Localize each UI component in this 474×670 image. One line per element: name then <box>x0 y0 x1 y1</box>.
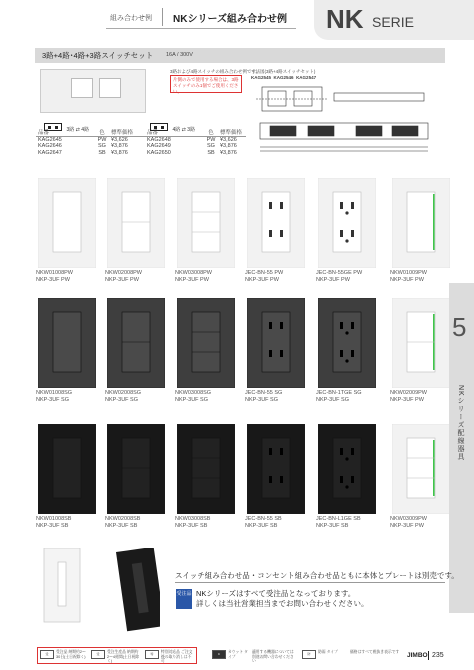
plate-code: NKP-3UF SG <box>105 397 139 403</box>
product-label <box>245 516 317 530</box>
plate-code: NKP-3UF PW <box>390 397 424 403</box>
product-item <box>175 424 235 529</box>
product-note: 3路および4路スイッチの組み合わせ例です。 <box>170 69 260 74</box>
plate-code: NKP-3UF PW <box>245 277 279 283</box>
plate-code: NKP-3UF SG <box>316 397 350 403</box>
table-header-row: 品番 色 標準価格 <box>38 130 134 136</box>
footer-item: カウット タイプ <box>228 650 248 659</box>
page-number: 235 <box>432 652 444 659</box>
product-label <box>36 270 108 284</box>
plate-image <box>38 178 96 268</box>
product-label <box>105 270 177 284</box>
switch-rocker-icon <box>99 78 121 98</box>
table-header-row: 品番 色 標準価格 <box>147 130 243 136</box>
table-row: KAG2645 PW ¥3,626 <box>38 136 128 143</box>
table-row: KAG2649 SG ¥3,876 <box>147 143 237 149</box>
price-table-left <box>38 130 141 156</box>
header-rule <box>106 28 296 29</box>
page-divider <box>428 651 429 660</box>
plate-code: NKP-3UF PW <box>316 277 350 283</box>
product-code: NKW02008SB <box>105 516 141 522</box>
header-divider <box>162 8 163 26</box>
plate-code: NKP-3UF SG <box>175 397 209 403</box>
product-code: NKW01008PW <box>36 270 73 276</box>
info-made-to-order: NKシリーズはすべて受注品となっております。 詳しくは当社営業担当までお問い合わせください。 <box>196 589 369 608</box>
footer-item: 受注生産品 納期約2〜4週間(土日祝除く) <box>107 650 140 663</box>
switch-rocker-icon <box>71 78 93 98</box>
product-label <box>36 516 108 530</box>
product-code: NKW02008SG <box>105 390 142 396</box>
brand-logo: JIMBO <box>407 652 428 659</box>
info-rule <box>175 582 445 583</box>
product-label <box>175 516 247 530</box>
product-item <box>36 178 96 283</box>
product-label <box>390 270 462 284</box>
product-label <box>105 390 177 404</box>
cut-type-icon: C <box>212 650 226 659</box>
info-separate-sale: スイッチ組み合わせ品・コンセント組み合わせ品ともに本体とプレートは別売です。 <box>175 571 459 580</box>
footer-item: 受注品 納期約2〜30日(土日祝除く) <box>56 650 86 659</box>
plate-image <box>392 178 450 268</box>
table-row: KAG2650 SB ¥3,876 <box>147 149 237 156</box>
dimension-drawing <box>256 85 431 155</box>
plate-code: NKP-3UF SG <box>245 397 279 403</box>
plate-code: NKP-3UF PW <box>390 277 424 283</box>
plate-image <box>247 298 305 388</box>
product-item <box>36 424 96 529</box>
plate-image <box>318 424 376 514</box>
product-code: JEC-BN-55 SG <box>245 390 283 396</box>
footer-item: 価格はすべて税抜き表示です <box>350 650 400 654</box>
plate-image <box>177 424 235 514</box>
plate-image <box>107 424 165 514</box>
plate-image <box>177 178 235 268</box>
footer-item: 防雨 タイプ <box>318 650 338 654</box>
plate-image <box>392 298 450 388</box>
plate-image <box>247 424 305 514</box>
product-label <box>316 390 388 404</box>
product-item <box>175 178 235 283</box>
product-item <box>245 298 305 403</box>
product-label <box>316 270 388 284</box>
footer-item: 特別対応品 ご注文後の取り消しは不可 <box>161 650 193 663</box>
product-code: JEC-BN-1TGE SG <box>316 390 362 396</box>
product-code: JEC-BN-L1GE SB <box>316 516 361 522</box>
price-table-right <box>147 130 250 156</box>
product-item <box>316 424 376 529</box>
rainproof-icon: 防 <box>302 650 316 659</box>
dimension-heading: 寸法図(3路+4路スイッチセット) KAG2545 KAG2546 KAG2547 <box>251 69 317 80</box>
product-label <box>36 390 108 404</box>
product-code: JEC-BN-55 PW <box>245 270 284 276</box>
plate-code: NKP-3UF SB <box>316 523 349 529</box>
chapter-number: 5 <box>452 312 467 342</box>
product-code: NKW03008PW <box>175 270 212 276</box>
product-item <box>175 298 235 403</box>
plate-image <box>318 298 376 388</box>
product-label <box>105 516 177 530</box>
product-code: NKW03008SB <box>175 516 211 522</box>
plate-image <box>38 424 96 514</box>
product-item <box>105 298 165 403</box>
plate-image <box>247 178 305 268</box>
header-category: 組み合わせ例 <box>110 15 152 22</box>
product-code: NKW01008SB <box>36 516 72 522</box>
plate-image <box>392 424 450 514</box>
product-code: JEC-BN-55 SB <box>245 516 282 522</box>
table-rule <box>36 136 246 137</box>
product-item <box>316 178 376 283</box>
series-logo-nk: NK <box>326 4 364 34</box>
product-block-spec: 16A / 300V <box>166 52 193 58</box>
plate-code: NKP-3UF SB <box>105 523 138 529</box>
product-label <box>175 390 247 404</box>
table-row: KAG2648 PW ¥3,626 <box>147 136 237 143</box>
plate-code: NKP-3UF PW <box>105 277 139 283</box>
pin-diagram-right: 4路 ⇄ 3路 <box>150 118 195 136</box>
page-title: NKシリーズ組み合わせ例 <box>173 14 287 25</box>
product-item <box>245 424 305 529</box>
plate-code: NKP-3UF PW <box>175 277 209 283</box>
product-item <box>105 424 165 529</box>
product-code: NKW02008PW <box>105 270 142 276</box>
product-code: NKW01009PW <box>390 270 427 276</box>
plate-image <box>107 178 165 268</box>
order-icon: 受 <box>91 650 105 659</box>
plate-samples <box>40 548 160 640</box>
plate-image <box>38 298 96 388</box>
footer-item: 適用する機器については 別途お問い合わせください <box>252 650 294 663</box>
made-to-order-badge: 受注品 <box>176 589 192 609</box>
product-code: NKW03009PW <box>390 516 427 522</box>
product-item <box>390 298 450 403</box>
chapter-title: NKシリーズ配線器具 <box>457 385 464 461</box>
plate-code: NKP-3UF SB <box>175 523 208 529</box>
plate-image <box>177 298 235 388</box>
product-label <box>316 516 388 530</box>
table-row: KAG2646 SG ¥3,876 <box>38 143 128 149</box>
product-code: NKW03008SG <box>175 390 212 396</box>
order-icon: 受 <box>40 650 54 659</box>
product-code: NKW01008SG <box>36 390 73 396</box>
product-item <box>245 178 305 283</box>
switch-set-image <box>40 69 146 113</box>
product-item <box>36 298 96 403</box>
plate-code: NKP-3UF SB <box>36 523 69 529</box>
plate-code: NKP-3UF PW <box>36 277 70 283</box>
product-label <box>245 270 317 284</box>
product-item <box>390 424 450 529</box>
table-row: KAG2647 SB ¥3,876 <box>38 149 128 156</box>
plate-image <box>107 298 165 388</box>
product-item <box>316 298 376 403</box>
product-code: JEC-BN-55GE PW <box>316 270 363 276</box>
plate-code: NKP-3UF SB <box>245 523 278 529</box>
product-item <box>390 178 450 283</box>
special-icon: 特 <box>145 650 159 659</box>
product-label <box>175 270 247 284</box>
product-label <box>245 390 317 404</box>
product-code: NKW02009PW <box>390 390 427 396</box>
product-note-warning: 片側のみで使用する場合は、3路スイッチのみ1個でご使用ください。 <box>170 75 242 93</box>
plate-code: NKP-3UF SG <box>36 397 70 403</box>
plate-image <box>318 178 376 268</box>
product-item <box>105 178 165 283</box>
plate-code: NKP-3UF PW <box>390 523 424 529</box>
product-block-title: 3路+4路･4路+3路スイッチセット <box>42 51 154 60</box>
pin-diagram-left: 3路 ⇄ 4路 <box>44 118 89 136</box>
series-logo-serie: SERIE <box>372 14 415 30</box>
